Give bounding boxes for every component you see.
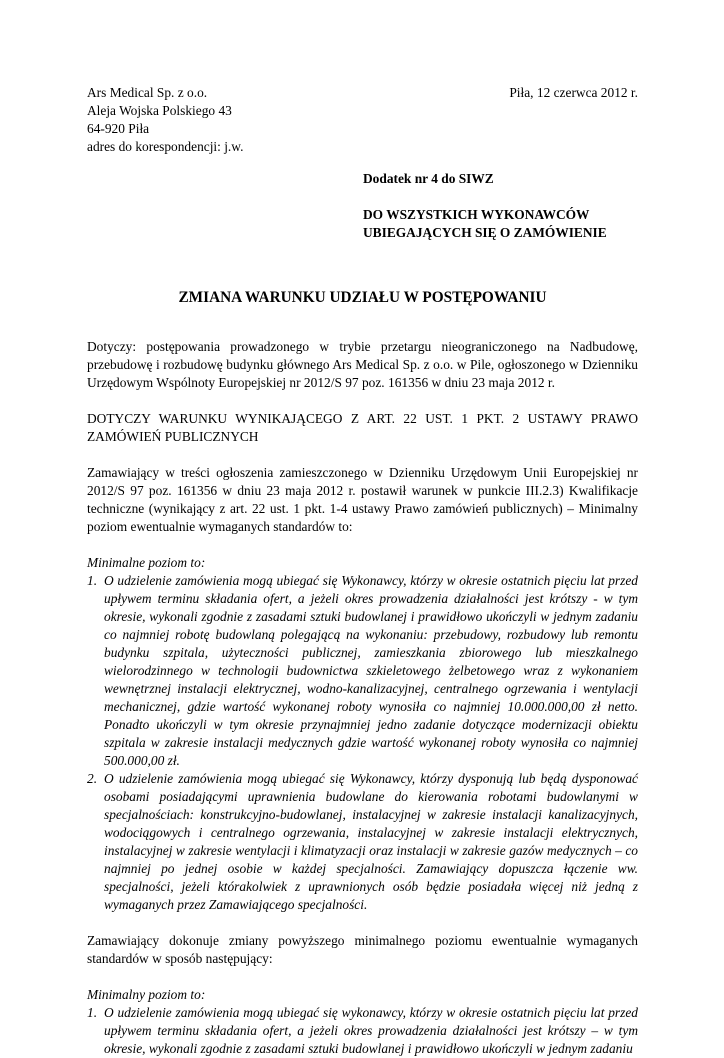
list-item: [87, 572, 638, 770]
list-item-text: O udzielenie zamówienia mogą ubiegać się Wykonawcy, którzy w okresie ostatnich pięciu lat przed upływem terminu składania ofert, a jeżeli okres prowadzenia działalności jest krótszy - w tym okresie, wykonali zgodnie z zasadami sztuki budowlanej i prawidłowo ukończyli w jednym zadaniu co najmniej robotę budowlaną polegającą na wykonaniu: przebudowy, rozbudowy lub remontu budynku szpitala, użyteczności publicznej, zamieszkania zbiorowego lub mieszkalnego wielorodzinnego w technologii budownictwa szkieletowego żelbetowego wraz z wykonaniem wewnętrznej instalacji elektrycznej, wodno-kanalizacyjnej, centralnego ogrzewania i wentylacji mechanicznej, gdzie wartość wykonanej roboty wynosiła co najmniej 10.000.000,00 zł netto. Ponadto ukończyli w tym okresie przynajmniej jedno zadanie dotyczące modernizacji obiektu szpitala w zakresie instalacji medycznych gdzie wartość wykonanej roboty wynosiła co najmniej 500.000,00 zł.: [104, 573, 638, 768]
addendum-reference: Dodatek nr 4 do SIWZ: [363, 171, 494, 186]
addressee-line-1: DO WSZYSTKICH WYKONAWCÓW: [363, 207, 590, 222]
list-item-text: O udzielenie zamówienia mogą ubiegać się wykonawcy, którzy w okresie ostatnich pięciu lat przed upływem terminu składania ofert, a jeżeli okres prowadzenia działalności jest krótszy – w tym okresie, wykonali zgodnie z zasadami sztuki budowlanej i prawidłowo ukończyli w jednym zadaniu: [104, 1005, 638, 1056]
list-item-number: 2.: [87, 771, 98, 786]
section-1-list: [87, 572, 638, 914]
subject-paragraph: Dotyczy: postępowania prowadzonego w trybie przetargu nieograniczonego na Nadbudowę, przebudowę i rozbudowę budynku głównego Ars Medical Sp. z o.o. w Pile, ogłoszonego w Dzienniku Urzędowym Wspólnoty Europejskiej nr 2012/S 97 poz. 161356 w dniu 23 maja 2012 r.: [87, 339, 638, 390]
addressee-block: [363, 170, 638, 242]
sender-city: 64-920 Piła: [87, 121, 150, 136]
list-item: [87, 1004, 638, 1058]
section-2-label: Minimalny poziom to:: [87, 987, 206, 1002]
sender-name: Ars Medical Sp. z o.o.: [87, 85, 208, 100]
sender-street: Aleja Wojska Polskiego 43: [87, 103, 232, 118]
amendment-paragraph: Zamawiający dokonuje zmiany powyższego minimalnego poziomu ewentualnie wymaganych standardów w sposób następujący:: [87, 933, 638, 966]
list-item-text: O udzielenie zamówienia mogą ubiegać się Wykonawcy, którzy dysponują lub będą dysponować osobami posiadającymi uprawnienia budowlane do kierowania robotami budowlanymi w specjalnościach: konstrukcyjno-budowlanej, instalacyjnej w zakresie instalacji kanalizacyjnych, wodociągowych i centralnego ogrzewania, instalacyjnej w zakresie instalacji elektrycznych, instalacyjnej w zakresie wentylacji i klimatyzacji oraz instalacji w zakresie gazów medycznych – co najmniej po jednej osobie w każdej specjalności. Zamawiający dopuszcza łączenie ww. specjalności, jeżeli którakolwiek z uprawnionych osób będzie posiadała więcej niż jedną z wymaganych przez Zamawiającego specjalności.: [104, 771, 638, 912]
letter-header: [87, 84, 638, 156]
document-content: [87, 84, 638, 1058]
addressee-line-2: UBIEGAJĄCYCH SIĘ O ZAMÓWIENIE: [363, 225, 607, 240]
section-2-list: [87, 1004, 638, 1058]
letter-date: Piła, 12 czerwca 2012 r.: [509, 85, 638, 100]
document-title: ZMIANA WARUNKU UDZIAŁU W POSTĘPOWANIU: [178, 289, 547, 306]
condition-paragraph: DOTYCZY WARUNKU WYNIKAJĄCEGO Z ART. 22 UST. 1 PKT. 2 USTAWY PRAWO ZAMÓWIEŃ PUBLICZNYCH: [87, 411, 638, 444]
section-1-label: Minimalne poziom to:: [87, 555, 206, 570]
original-condition-paragraph: Zamawiający w treści ogłoszenia zamieszczonego w Dzienniku Urzędowym Unii Europejskiej nr 2012/S 97 poz. 161356 w dniu 23 maja 2012 r. postawił warunek w punkcie III.2.3) Kwalifikacje techniczne (wynikający z art. 22 ust. 1 pkt. 1-4 ustawy Prawo zamówień publicznych) – Minimalny poziom ewentualnie wymaganych standardów to:: [87, 465, 638, 534]
sender-correspondence: adres do korespondencji: j.w.: [87, 139, 244, 154]
list-item-number: 1.: [87, 573, 98, 588]
list-item-number: 1.: [87, 1005, 98, 1020]
list-item: [87, 770, 638, 914]
sender-block: [87, 84, 243, 156]
